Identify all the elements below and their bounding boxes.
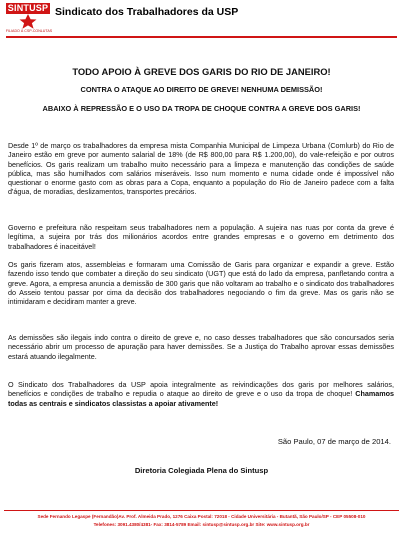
paragraph-5-text: O Sindicato dos Trabalhadores da USP apoia integralmente as reivindicações dos garis por melhores salários, benefícios e condições de trabalho e repudia o ataque ao direito de greve e o uso da tropa de choque! — [8, 380, 394, 399]
paragraph-3: Os garis fizeram atos, assembleias e formaram uma Comissão de Garis para organizar e expandir a greve. Estão fazendo isso tendo que combater a direção do seu sindicato (UGT) que está do lado da empresa, panfletando contra a greve. Agora, a empresa anuncia a demissão de 300 garis que não voltaram ao trabalho e o sindicato dos trabalhadores do Asseio tentou passar por cima da decisão dos trabalhadores negociando o fim da greve. Mas os garis não se intimidaram e decidiram manter a greve. — [8, 260, 394, 307]
sub-headline-1: CONTRA O ATAQUE AO DIREITO DE GREVE! NENHUMA DEMISSÃO! — [80, 85, 323, 94]
paragraph-5 — [8, 380, 394, 408]
footer-divider — [4, 510, 399, 511]
star-icon — [16, 14, 40, 29]
paragraph-5-call-to-action: Chamamos todas as centrais e sindicatos classistas a apoiar ativamente! — [8, 389, 394, 408]
paragraph-2: Governo e prefeitura não respeitam seus trabalhadores nem a população. A sujeira nas ruas por conta da greve é legítima, a sujeira por trás dos milionários acordos entre grandes empresas e o governo em detrimento dos trabalhadores é inaceitável! — [8, 223, 394, 251]
logo-text: SINTUSP — [7, 3, 49, 13]
place-and-date: São Paulo, 07 de março de 2014. — [277, 437, 391, 446]
logo-subtext: FILIADO À CSP-CONLUTAS — [5, 29, 53, 33]
organization-name: Sindicato dos Trabalhadores da USP — [55, 6, 239, 18]
footer-address: Sede Fernando Legaspe (Fernandão)Av. Prof. Almeida Prado, 1276 Caixa Postal: 72018 - Cidade Universitária - Butantã, São Paulo/SP - CEP 05508-010 — [37, 514, 366, 519]
footer-contacts: Telefones: 3091.4380/4381- Fax: 3814-5789 Email: sintusp@sintusp.org.br Site: www.sintusp.org.br — [93, 522, 310, 527]
letterhead — [6, 3, 397, 35]
sub-headline-2: ABAIXO À REPRESSÃO E O USO DA TROPA DE CHOQUE CONTRA A GREVE DOS GARIS! — [42, 104, 361, 113]
paragraph-1: Desde 1º de março os trabalhadores da empresa mista Companhia Municipal de Limpeza Urbana (Comlurb) do Rio de Janeiro estão em greve por aumento salarial de 18% (de R$ 800,00 para R$ 1.200,00), do vale-refeição e por outros benefícios. Os garis realizam um trabalho muito necessário para a limpeza e manutenção das condições de saúde pública, mas são humilhados com salários miseráveis. Isso num momento e numa cidade onde é impossível não questionar o enorme gasto com as obras para a Copa, enquanto a população do Rio de Janeiro padece com a falta d'água, de moradias, deslizamentos, transportes precários. — [8, 141, 394, 197]
paragraph-4: As demissões são ilegais indo contra o direito de greve e, no caso desses trabalhadores que são concursados seria necessário abrir um processo de apuração para haver demissões. Se a Justiça do Trabalho aprovar essas demissões estará atuando ilegalmente. — [8, 333, 394, 361]
signature: Diretoria Colegiada Plena do Sintusp — [134, 466, 269, 475]
main-headline: TODO APOIO À GREVE DOS GARIS DO RIO DE JANEIRO! — [72, 66, 331, 77]
sintusp-logo — [5, 3, 53, 35]
header-divider — [6, 36, 397, 38]
